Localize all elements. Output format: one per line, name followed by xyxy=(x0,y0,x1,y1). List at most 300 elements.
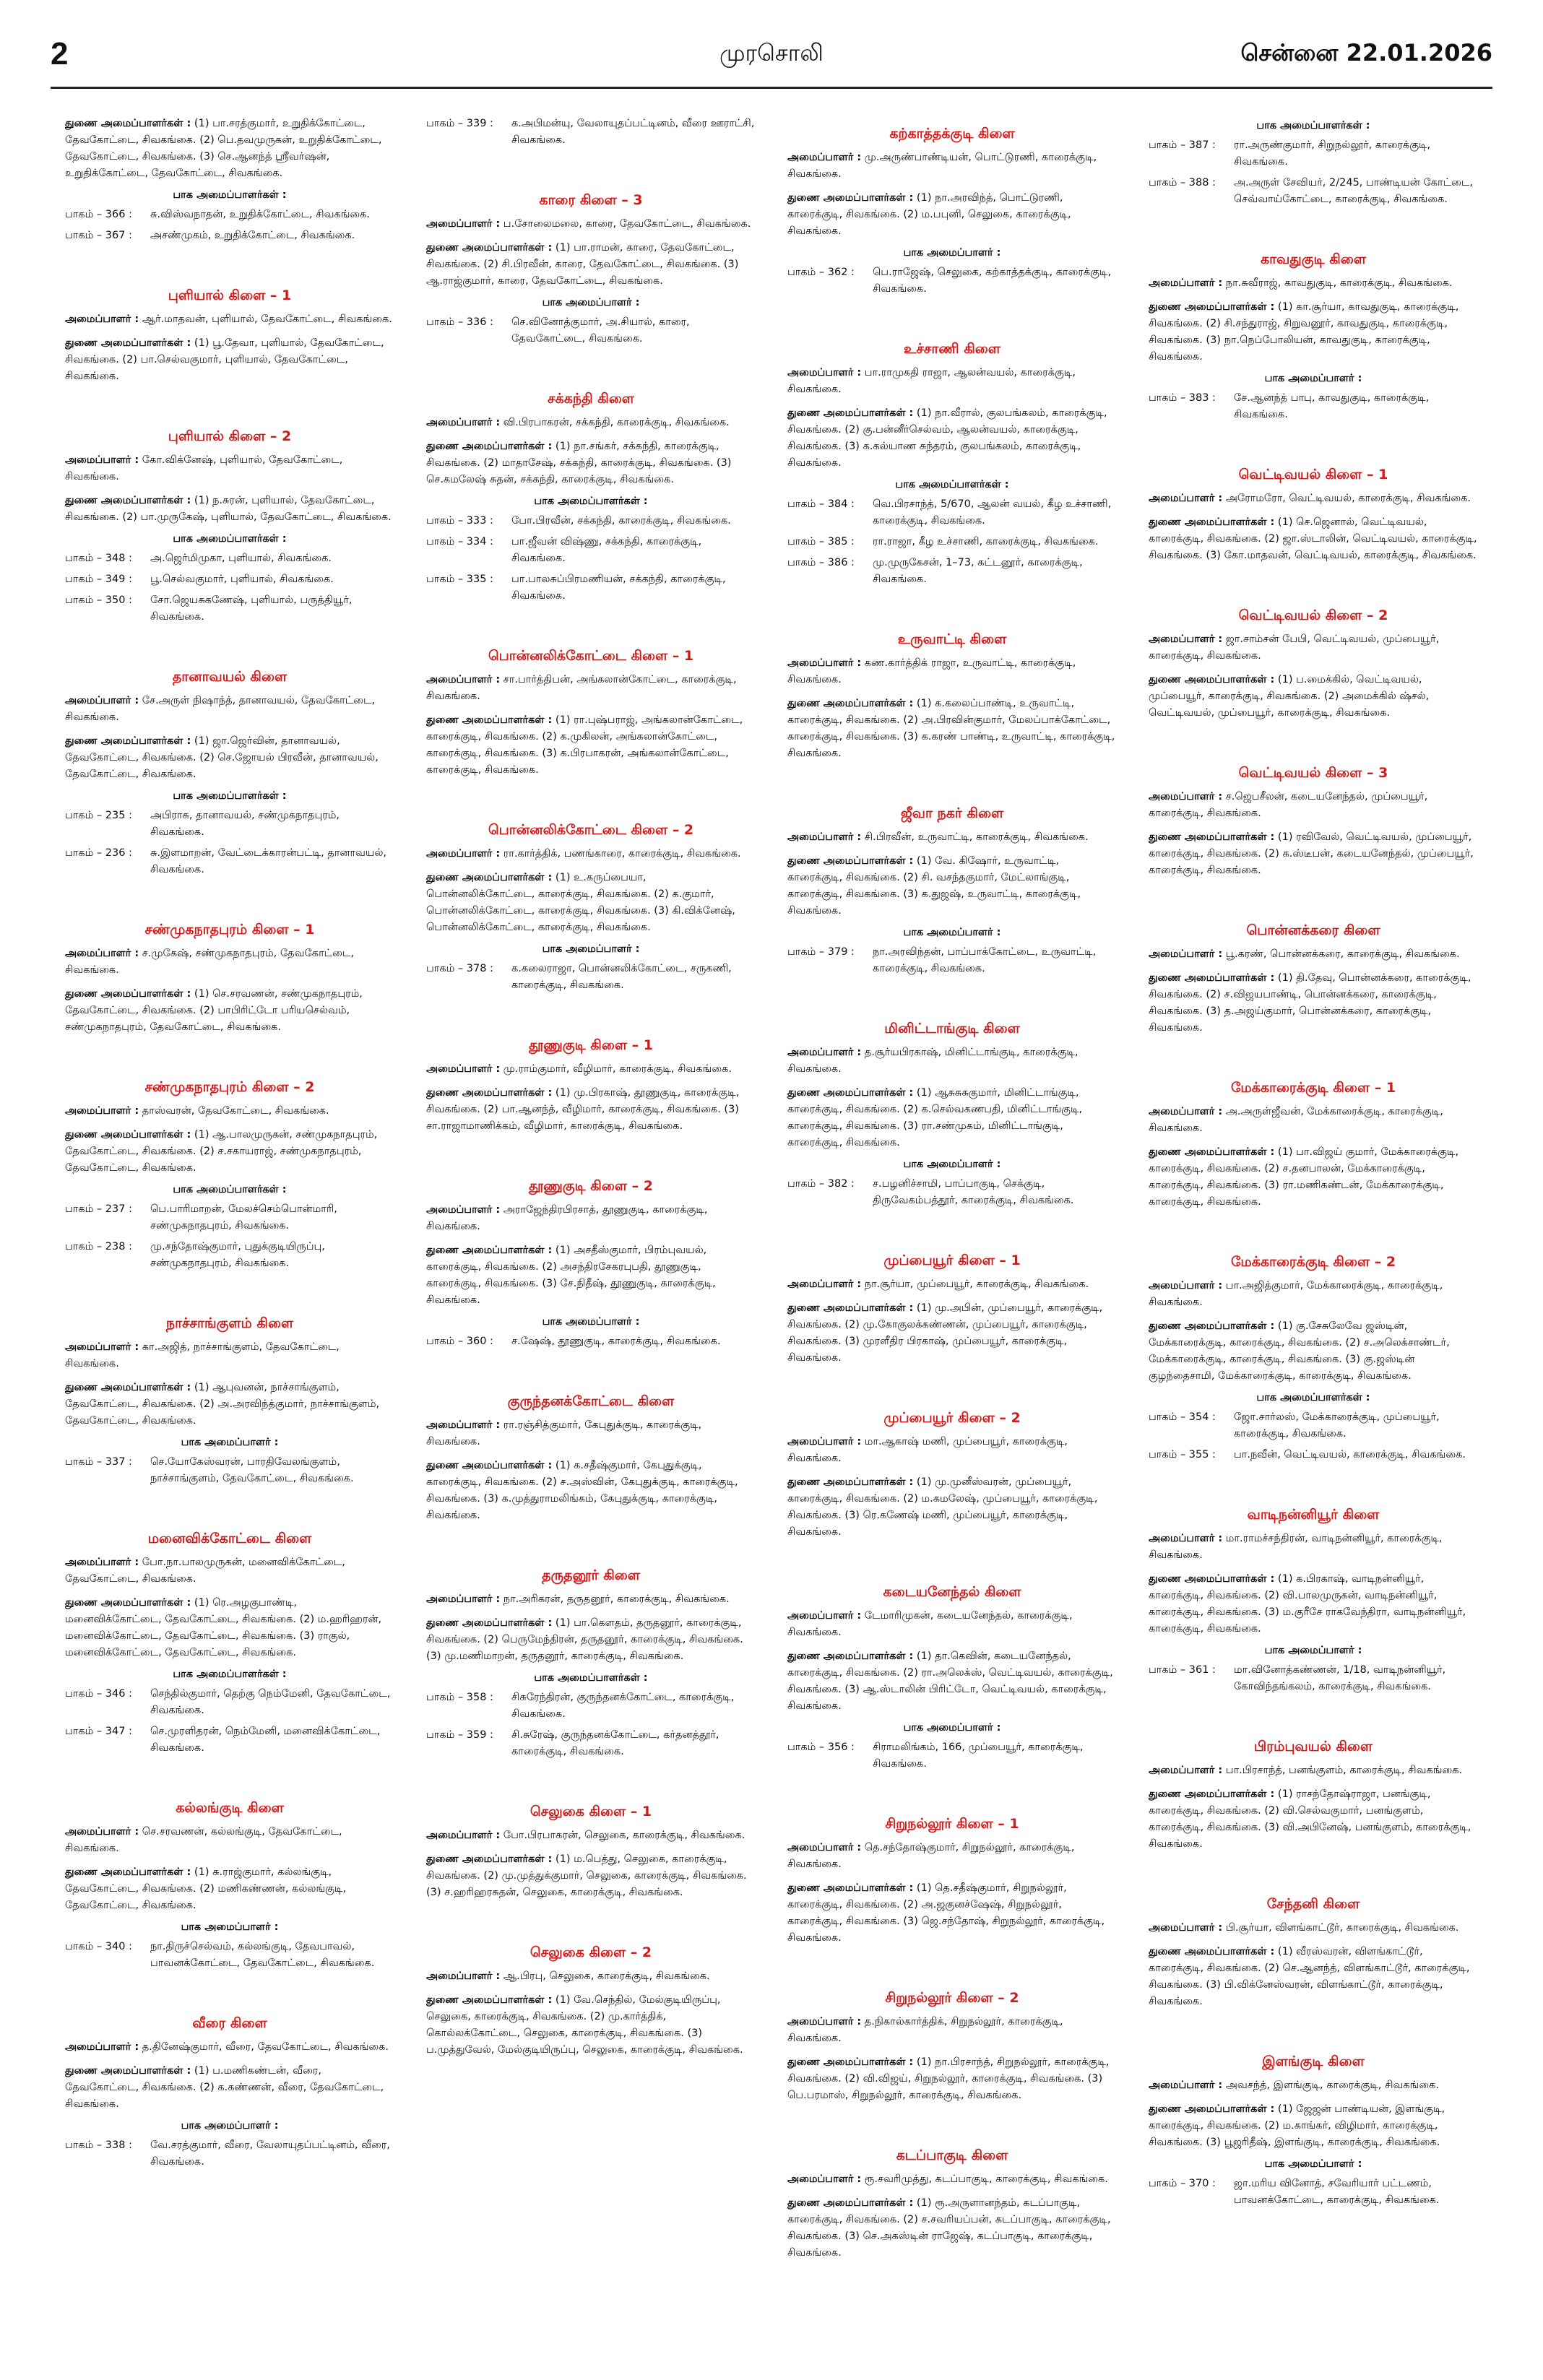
booth-number: பாகம் – 235 : xyxy=(65,810,132,821)
booth-row xyxy=(1149,1447,1478,1463)
branch-section xyxy=(1149,120,1478,208)
officer-entry xyxy=(787,829,1117,846)
branch-section xyxy=(1149,251,1478,423)
booth-officer: ரா.அருண்குமார், சிறுநல்லூர், காரைக்குடி, சிவகங்கை. xyxy=(1234,139,1431,168)
officer-role-label: அமைப்பாளர் : xyxy=(787,152,862,163)
officer-names: சி.பிரவீன், உருவாட்டி, காரைக்குடி, சிவகங்கை. xyxy=(861,831,1089,843)
branch-section xyxy=(426,1037,756,1135)
booth-row xyxy=(1149,137,1478,170)
branch-section xyxy=(426,648,756,779)
officer-entry xyxy=(787,1880,1117,1947)
booth-officer: நா.திருச்செல்வம், கல்லங்குடி, தேவபாவல், பாவனக்கோட்டை, தேவகோட்டை, சிவகங்கை. xyxy=(150,1941,375,1969)
officer-entry xyxy=(426,1061,756,1078)
booth-officer: செ.வினோத்குமார், அ.சியால், காரை, தேவகோட்டை, சிவகங்கை. xyxy=(511,316,690,345)
officer-names: ச.ஜெபசீலன், கடையனேந்தல், முப்பையூர், காரைக்குடி, சிவகங்கை. xyxy=(1149,791,1428,819)
officer-entry xyxy=(65,1103,394,1120)
branch-title: தானாவயல் கிளை xyxy=(172,669,288,685)
booth-number: பாகம் – 361 : xyxy=(1149,1664,1216,1676)
officer-role-label: அமைப்பாளர் : xyxy=(426,1419,501,1431)
booth-number: பாகம் – 356 : xyxy=(787,1741,855,1753)
booth-row xyxy=(65,1686,394,1719)
booth-row xyxy=(787,944,1117,977)
branch-title: வெட்டிவயல் கிளை – 3 xyxy=(1238,765,1388,781)
officer-entry xyxy=(1149,1571,1478,1637)
officer-role-label: துணை அமைப்பாளர்கள் : xyxy=(65,1129,191,1141)
officer-names: (1) ந.சுரன், புளியால், தேவகோட்டை, சிவகங்கை. (2) பா.முருகேஷ், புளியால், தேவகோட்டை, சிவகங்கை. xyxy=(65,495,392,523)
officer-names: (1) தா.கெவின், கடையனேந்தல், காரைக்குடி, சிவகங்கை. (2) ரா.அலெக்ஸ், வெட்டிவயல், காரைக்குடி, சிவகங்கை. (3) ஆ.ஸ்டாலின் பிரிட்டோ, வெட்டிவயல், காரைக்குடி, சிவகங்கை. xyxy=(787,1650,1113,1712)
officer-names: (1) அசதீஸ்குமார், பிரம்புவயல், காரைக்குடி, சிவகங்கை. (2) அசந்திரசேகரபுபதி, தூணுகுடி, காரைக்குடி, சிவகங்கை. (3) சே.நிதீஷ், தூணுகுடி, காரைக்குடி, சிவகங்கை. xyxy=(426,1245,716,1306)
booth-number: பாகம் – 370 : xyxy=(1149,2178,1216,2189)
officer-entry xyxy=(426,1242,756,1309)
branch-section xyxy=(65,2015,394,2171)
officer-names: த.நிகால்கார்த்திக், சிறுநல்லூர், காரைக்குடி, சிவகங்கை. xyxy=(787,2016,1063,2044)
booth-number: பாகம் – 236 : xyxy=(65,847,132,859)
officer-role-label: அமைப்பாளர் : xyxy=(426,417,501,428)
officer-entry xyxy=(65,116,394,182)
branch-section xyxy=(1149,1739,1478,1853)
booth-number: பாகம் – 336 : xyxy=(426,316,493,328)
officer-names: (1) வே. கிஷோர், உருவாட்டி, காரைக்குடி, சிவகங்கை. (2) சி. வசந்தகுமார், மேட்லாங்குடி, காரைக்குடி, சிவகங்கை. (3) க.துஜஷ், உருவாட்டி, காரைக்குடி, சிவகங்கை. xyxy=(787,855,1081,917)
officer-names: (1) மு.அபின், முப்பையூர், காரைக்குடி, சிவகங்கை. (2) மு.கோகுலக்கண்ணன், முப்பையூர், காரைக்குடி, சிவகங்கை. (3) முரளீதிர பிரகாஷ், முப்பையூர், காரைக்குடி, சிவகங்கை. xyxy=(787,1302,1103,1364)
officer-names: (1) மு.பிரகாஷ், தூணுகுடி, காரைக்குடி, சிவகங்கை. (2) பா.ஆனந்த், வீழிமார், காரைக்குடி, சிவகங்கை. (3) சா.ராஜாமாணிக்கம், வீழிமார், காரைக்குடி, சிவகங்கை. xyxy=(426,1087,740,1132)
officer-role-label: அமைப்பாளர் : xyxy=(1149,277,1223,289)
branch-title: சிறுநல்லூர் கிளை – 1 xyxy=(885,1816,1019,1832)
booth-officer: சு.விஸ்வநாதன், உறுதிக்கோட்டை, சிவகங்கை. xyxy=(150,209,371,220)
officer-names: (1) கா.சூர்யா, காவதுகுடி, காரைக்குடி, சிவகங்கை. (2) சி.சந்துராஜ், சிறுவனூர், காவதுகுடி, காரைக்குடி, சிவகங்கை. (3) நா.நெப்போலியன், காவதுகுடி, காரைக்குடி, சிவகங்கை. xyxy=(1149,301,1459,363)
officer-entry xyxy=(787,1085,1117,1151)
officer-names: (1) ப.மைக்கில், வெட்டிவயல், முப்பையூர், காரைக்குடி, சிவகங்கை. (2) அமைக்கில் ஷ்சல், வெட்டிவயல், முப்பையூர், காரைக்குடி, சிவகங்கை. xyxy=(1149,674,1430,719)
officer-entry xyxy=(426,1827,756,1844)
booth-officer: வெ.பிரசாந்த், 5/670, ஆலன் வயல், கீழ உச்சாணி, காரைக்குடி, சிவகங்கை. xyxy=(873,498,1112,527)
officer-names: ப.சோலைமலை, காரை, தேவகோட்டை, சிவகங்கை. xyxy=(500,218,751,230)
booth-officer: அ.அருள் சேவியர், 2/245, பாண்டியன் கோட்டை, செவ்வாய்கோட்டை, காரைக்குடி, சிவகங்கை. xyxy=(1234,177,1474,205)
officer-names: (1) உ.கருப்பையா, பொன்னலிக்கோட்டை, காரைக்குடி, சிவகங்கை. (2) க.குமார், பொன்னலிக்கோட்டை, காரைக்குடி, சிவகங்கை. (3) கி.விக்னேஷ், பொன்னலிக்கோட்டை, காரைக்குடி, சிவகங்கை. xyxy=(426,872,735,933)
officer-role-label: அமைப்பாளர் : xyxy=(65,1105,139,1117)
booth-officer: ரா.ராஜா, கீழ உச்சாணி, காரைக்குடி, சிவகங்கை. xyxy=(873,536,1099,548)
officer-entry xyxy=(65,493,394,526)
officer-names: பா.ராமுகதி ராஜா, ஆலன்வயல், காரைக்குடி, சிவகங்கை. xyxy=(787,367,1076,395)
booth-row xyxy=(787,555,1117,588)
officer-entry xyxy=(65,1380,394,1429)
officer-names: மா.ராமச்சந்திரன், வாடிநன்னியூர், காரைக்குடி, சிவகங்கை. xyxy=(1149,1533,1443,1561)
officer-role-label: அமைப்பாளர் : xyxy=(65,313,139,325)
booth-subheading: பாக அமைப்பாளர் : xyxy=(181,2120,279,2132)
branch-title: நாச்சாங்குளம் கிளை xyxy=(165,1315,294,1331)
booth-row xyxy=(787,534,1117,550)
officer-entry xyxy=(787,365,1117,398)
officer-names: (1) பா.கௌதம், தருதனூர், காரைக்குடி, சிவகங்கை. (2) பெருமேந்திரன், தருதனூர், காரைக்குடி, சிவகங்கை. (3) மு.மணிமாறன், தருதனூர், காரைக்குடி, சிவகங்கை. xyxy=(426,1617,743,1662)
booth-officer: பா.ஜீவன் விஷ்ணு, சக்கந்தி, காரைக்குடி, சிவகங்கை. xyxy=(511,536,702,564)
booth-row xyxy=(1149,2176,1478,2209)
booth-officer: சிசுரேந்திரன், குருந்தனக்கோட்டை, காரைக்குடி, சிவகங்கை. xyxy=(511,1692,735,1720)
officer-role-label: துணை அமைப்பாளர்கள் : xyxy=(65,1382,191,1393)
officer-role-label: அமைப்பாளர் : xyxy=(787,1842,862,1853)
officer-names: நா.சுவீராஜ், காவதுகுடி, காரைக்குடி, சிவகங்கை. xyxy=(1222,277,1453,289)
booth-row xyxy=(426,1727,756,1760)
branch-section xyxy=(787,1252,1117,1367)
booth-subheading: பாக அமைப்பாளர் : xyxy=(181,1921,279,1933)
officer-names: அவசந்த், இளங்குடி, காரைக்குடி, சிவகங்கை. xyxy=(1222,2080,1439,2091)
officer-names: டேமாரிமுகன், கடையனேந்தல், காரைக்குடி, சிவகங்கை. xyxy=(787,1610,1073,1638)
branch-section xyxy=(787,1816,1117,1947)
officer-names: நா.சூர்யா, முப்பையூர், காரைக்குடி, சிவகங்கை. xyxy=(861,1278,1089,1290)
booth-number: பாகம் – 333 : xyxy=(426,515,493,527)
officer-entry xyxy=(426,1417,756,1450)
officer-names: (1) ராசந்தோஷ்ராஜா, பனங்குடி, காரைக்குடி, சிவகங்கை. (2) வி.செல்வகுமார், பனங்குளம், காரைக்குடி, சிவகங்கை. (3) வி.அபினேஷ், பனங்குளம், காரைக்குடி, சிவகங்கை. xyxy=(1149,1788,1471,1850)
booth-number: பாகம் – 367 : xyxy=(65,230,132,241)
branch-section xyxy=(787,1990,1117,2104)
officer-entry xyxy=(426,1992,756,2059)
masthead xyxy=(51,36,1492,89)
booth-number: பாகம் – 378 : xyxy=(426,963,493,974)
booth-officer: சோ.ஜெயசுகணேஷ், புளியால், பருத்தியூர், சிவகங்கை. xyxy=(150,594,353,623)
officer-role-label: அமைப்பாளர் : xyxy=(787,2173,862,2185)
officer-entry xyxy=(426,1202,756,1235)
officer-names: ஆ.பிரபு, செலுகை, காரைக்குடி, சிவகங்கை. xyxy=(500,1970,710,1982)
officer-entry xyxy=(426,672,756,705)
officer-entry xyxy=(65,1554,394,1588)
officer-names: செ.சரவணன், கல்லங்குடி, தேவகோட்டை, சிவகங்கை. xyxy=(65,1826,342,1854)
officer-role-label: அமைப்பாளர் : xyxy=(787,1436,862,1448)
booth-row xyxy=(65,571,394,588)
officer-names: (1) ம.பெத்து, செலுகை, காரைக்குடி, சிவகங்கை. (2) மு.முத்துக்குமார், செலுகை, காரைக்குடி, சிவகங்கை. (3) ச.ஹரிஹரசுதன், செலுகை, காரைக்குடி, சிவகங்கை. xyxy=(426,1853,747,1898)
officer-entry xyxy=(1149,946,1478,963)
officer-entry xyxy=(426,870,756,936)
booth-officer: செ.முரளிதரன், நெம்மேனி, மனைவிக்கோட்டை, சிவகங்கை. xyxy=(150,1726,381,1754)
booth-officer: பூ.செல்வகுமார், புளியால், சிவகங்கை. xyxy=(150,574,334,585)
officer-role-label: துணை அமைப்பாளர்கள் : xyxy=(426,1460,553,1471)
booth-officer: ச.பழனிச்சாமி, பாப்பாகுடி, செக்குடி, திருவேகம்பத்தூர், காரைக்குடி, சிவகங்கை. xyxy=(873,1178,1074,1206)
booth-officer: சே.ஆனந்த் பாபு, காவதுகுடி, காரைக்குடி, சிவகங்கை. xyxy=(1234,392,1430,420)
officer-names: (1) நா.பிரசாந்த், சிறுநல்லூர், காரைக்குடி, சிவகங்கை. (2) வி.விஜய், சிறுநல்லூர், காரைக்குடி, சிவகங்கை. (3) பெ.பரமாஸ், சிறுநல்லூர், காரைக்குடி, சிவகங்கை. xyxy=(787,2056,1110,2101)
branch-title: மேக்காரைக்குடி கிளை – 1 xyxy=(1230,1080,1396,1096)
officer-entry xyxy=(787,655,1117,688)
officer-entry xyxy=(426,216,756,233)
booth-officer: ஜா.மரிய வினோத், சவேரியார் பட்டணம், பாவனக்கோட்டை, காரைக்குடி, சிவகங்கை. xyxy=(1234,2178,1440,2206)
booth-row xyxy=(65,550,394,567)
branch-title: வாடிநன்னியூர் கிளை xyxy=(1247,1507,1380,1523)
branch-section xyxy=(1149,1080,1478,1211)
branch-title: பொன்னலிக்கோட்டை கிளை – 1 xyxy=(488,648,694,664)
branch-section xyxy=(787,805,1117,977)
officer-names: கா.அஜித், நாச்சாங்குளம், தேவகோட்டை, சிவகங்கை. xyxy=(65,1341,340,1369)
officer-names: மு.ராம்குமார், வீழிமார், காரைக்குடி, சிவகங்கை. xyxy=(500,1063,732,1075)
booth-row xyxy=(65,592,394,626)
officer-names: (1) ரூ.அருளானந்தம், கடப்பாகுடி, காரைக்குடி, சிவகங்கை. (2) ச.சவரியப்பன், கடப்பாகுடி, காரைக்குடி, சிவகங்கை. (3) செ.அகஸ்டின் ராஜேஷ், கடப்பாகுடி, காரைக்குடி, சிவகங்கை. xyxy=(787,2197,1111,2259)
officer-role-label: அமைப்பாளர் : xyxy=(426,1830,501,1841)
officer-role-label: அமைப்பாளர் : xyxy=(787,1610,862,1622)
branch-title: கடப்பாகுடி கிளை xyxy=(896,2147,1008,2163)
officer-entry xyxy=(1149,514,1478,564)
booth-subheading: பாக அமைப்பாளர் : xyxy=(542,943,640,955)
booth-number: பாகம் – 334 : xyxy=(426,536,493,548)
officer-role-label: துணை அமைப்பாளர்கள் : xyxy=(1149,1320,1275,1332)
officer-role-label: அமைப்பாளர் : xyxy=(1149,2080,1223,2091)
officer-entry xyxy=(1149,1762,1478,1779)
branch-section xyxy=(1149,1896,1478,2010)
officer-role-label: அமைப்பாளர் : xyxy=(426,1063,501,1075)
booth-officer: அசண்முகம், உறுதிக்கோட்டை, சிவகங்கை. xyxy=(150,230,355,241)
officer-names: ரா.கார்த்திக், பணங்காரை, காரைக்குடி, சிவகங்கை. xyxy=(500,848,741,860)
booth-row xyxy=(1149,1662,1478,1695)
booth-row xyxy=(65,1723,394,1757)
branch-section xyxy=(65,1800,394,1972)
branch-section xyxy=(1149,922,1478,1037)
officer-entry xyxy=(65,1824,394,1857)
officer-role-label: அமைப்பாளர் : xyxy=(65,2041,139,2053)
booth-row xyxy=(65,1239,394,1272)
officer-role-label: துணை அமைப்பாளர்கள் : xyxy=(426,1853,553,1865)
booth-row xyxy=(1149,1409,1478,1442)
officer-entry xyxy=(787,696,1117,762)
officer-names: வி.பிரபாகரன், சக்கந்தி, காரைக்குடி, சிவகங்கை. xyxy=(500,417,730,428)
officer-entry xyxy=(426,1615,756,1665)
officer-entry xyxy=(787,405,1117,472)
booth-number: பாகம் – 338 : xyxy=(65,2139,132,2151)
officer-role-label: அமைப்பாளர் : xyxy=(1149,493,1223,504)
officer-entry xyxy=(787,2014,1117,2047)
booth-officer: போ.பிரவீன், சக்கந்தி, காரைக்குடி, சிவகங்கை. xyxy=(511,515,731,527)
branch-section xyxy=(65,428,394,626)
officer-entry xyxy=(65,733,394,783)
booth-row xyxy=(787,1739,1117,1773)
booth-number: பாகம் – 360 : xyxy=(426,1336,493,1347)
officer-entry xyxy=(1149,1920,1478,1937)
booth-subheading: பாக அமைப்பாளர்கள் : xyxy=(173,1184,287,1195)
branch-section xyxy=(426,1944,756,2059)
branch-title: கடையனேந்தல் கிளை xyxy=(883,1584,1021,1600)
booth-officer: வே.சரத்குமார், வீரை, வேலாயுதப்பட்டினம், வீரை, சிவகங்கை. xyxy=(150,2139,390,2168)
booth-subheading: பாக அமைப்பாளர்கள் : xyxy=(1256,120,1370,131)
branch-title: சண்முகநாதபுரம் கிளை – 2 xyxy=(144,1079,315,1095)
booth-officer: சு.இளமாறன், வேட்டைக்காரன்பட்டி, தானாவயல், சிவகங்கை. xyxy=(150,847,387,875)
booth-row xyxy=(426,1333,756,1350)
branch-section xyxy=(65,1079,394,1272)
branch-title: மினிட்டாங்குடி கிளை xyxy=(884,1021,1020,1037)
officer-role-label: துணை அமைப்பாளர்கள் : xyxy=(787,1650,914,1662)
booth-subheading: பாக அமைப்பாளர் : xyxy=(542,297,640,308)
branch-title: பொன்னக்கரை கிளை xyxy=(1246,922,1380,938)
officer-entry xyxy=(426,846,756,862)
officer-role-label: துணை அமைப்பாளர்கள் : xyxy=(1149,516,1275,528)
officer-entry xyxy=(1149,1786,1478,1853)
officer-entry xyxy=(1149,970,1478,1037)
branch-title: இளங்குடி கிளை xyxy=(1262,2054,1365,2069)
booth-officer: சிராமலிங்கம், 166, முப்பையூர், காரைக்குடி, சிவகங்கை. xyxy=(873,1741,1084,1770)
branch-title: உருவாட்டி கிளை xyxy=(897,631,1007,647)
officer-role-label: துணை அமைப்பாளர்கள் : xyxy=(1149,674,1275,685)
booth-officer: சி.சுரேஷ், குருந்தனக்கோட்டை, கர்தனத்தூர், காரைக்குடி, சிவகங்கை. xyxy=(511,1729,719,1757)
booth-row xyxy=(426,314,756,347)
officer-names: மு.அருண்பாண்டியன், பொட்டுரணி, காரைக்குடி, சிவகங்கை. xyxy=(787,152,1097,180)
officer-role-label: துணை அமைப்பாளர்கள் : xyxy=(65,988,191,1000)
column-4 xyxy=(1149,116,1478,2355)
officer-entry xyxy=(426,1591,756,1608)
officer-entry xyxy=(426,415,756,431)
officer-entry xyxy=(787,2054,1117,2104)
officer-role-label: துணை அமைப்பாளர்கள் : xyxy=(65,495,191,506)
officer-names: (1) மு.முனீஸ்வரன், முப்பையூர், காரைக்குடி, சிவகங்கை. (2) ம.கமலேஷ், முப்பையூர், காரைக்குடி, சிவகங்கை. (3) ரெ.கணேஷ் மணி, முப்பையூர், காரைக்குடி, சிவகங்கை. xyxy=(787,1476,1098,1538)
branch-section xyxy=(426,1178,756,1350)
officer-role-label: அமைப்பாளர் : xyxy=(426,848,501,860)
officer-entry xyxy=(1149,1318,1478,1385)
branch-section xyxy=(787,1584,1117,1773)
officer-role-label: துணை அமைப்பாளர்கள் : xyxy=(65,1597,191,1609)
booth-number: பாகம் – 238 : xyxy=(65,1241,132,1252)
officer-names: (1) நா.அரவிந்த், பொட்டுரணி, காரைக்குடி, சிவகங்கை. (2) ம.பபுனி, செலுகை, காரைக்குடி, சிவகங்கை. xyxy=(787,192,1071,237)
branch-section xyxy=(65,669,394,878)
officer-role-label: அமைப்பாளர் : xyxy=(1149,948,1223,960)
officer-names: (1) நா.சங்கர், சக்கந்தி, காரைக்குடி, சிவகங்கை. (2) மாதாசேஷ், சக்கந்தி, காரைக்குடி, சிவகங்கை. (3) செ.கமலேஷ் சுதன், சக்கந்தி, காரைக்குடி, சிவகங்கை. xyxy=(426,441,732,485)
column-2 xyxy=(426,116,756,2355)
branch-title: பொன்னலிக்கோட்டை கிளை – 2 xyxy=(488,822,694,838)
officer-names: பி.சூர்யா, விளங்காட்டூர், காரைக்குடி, சிவகங்கை. xyxy=(1222,1922,1459,1934)
booth-number: பாகம் – 388 : xyxy=(1149,177,1216,189)
officer-entry xyxy=(1149,275,1478,292)
booth-subheading: பாக அமைப்பாளர் : xyxy=(903,247,1001,259)
officer-names: போ.பிரபாகரன், செலுகை, காரைக்குடி, சிவகங்கை. xyxy=(500,1830,745,1841)
officer-entry xyxy=(426,1851,756,1901)
column-3 xyxy=(787,116,1117,2355)
officer-names: ச.முகேஷ், சண்முகநாதபுரம், தேவகோட்டை, சிவகங்கை. xyxy=(65,948,355,976)
booth-number: பாகம் – 384 : xyxy=(787,498,855,510)
officer-entry xyxy=(787,1474,1117,1541)
branch-section xyxy=(1149,1254,1478,1463)
officer-names: (1) செ.ஜெனால், வெட்டிவயல், காரைக்குடி, சிவகங்கை. (2) ஜா.ஸ்டாலின், வெட்டிவயல், காரைக்குடி, சிவகங்கை. (3) கோ.மாதவன், வெட்டிவயல், காரைக்குடி, சிவகங்கை. xyxy=(1149,516,1477,561)
officer-role-label: துணை அமைப்பாளர்கள் : xyxy=(1149,831,1275,843)
branch-section xyxy=(426,391,756,605)
branch-section xyxy=(787,1410,1117,1541)
officer-role-label: துணை அமைப்பாளர்கள் : xyxy=(426,1994,553,2006)
officer-names: (1) தெ.சதீஷ்குமார், சிறுநல்லூர், காரைக்குடி, சிவகங்கை. (2) அ.ஜகுனச்ஷேஷ், சிறுநல்லூர், காரைக்குடி, சிவகங்கை. (3) ஜெ.சந்தோஷ், சிறுநல்லூர், காரைக்குடி, சிவகங்கை. xyxy=(787,1882,1105,1944)
officer-role-label: அமைப்பாளர் : xyxy=(1149,1280,1223,1291)
officer-names: பூ.கரண், பொன்னக்கரை, காரைக்குடி, சிவகங்கை. xyxy=(1222,948,1460,960)
officer-names: ஆர்.மாதவன், புளியால், தேவகோட்டை, சிவகங்கை. xyxy=(139,313,392,325)
officer-names: ஜா.சாம்சன் பேபி, வெட்டிவயல், முப்பையூர், காரைக்குடி, சிவகங்கை. xyxy=(1149,633,1440,662)
booth-number: பாகம் – 349 : xyxy=(65,574,132,585)
branch-title: முப்பையூர் கிளை – 1 xyxy=(883,1252,1021,1268)
officer-role-label: அமைப்பாளர் : xyxy=(787,1047,862,1058)
column-1 xyxy=(65,116,394,2355)
branch-section xyxy=(65,1315,394,1487)
officer-entry xyxy=(426,240,756,290)
branch-section xyxy=(1149,607,1478,722)
booth-row xyxy=(65,228,394,244)
officer-entry xyxy=(787,1300,1117,1367)
branch-title: செலுகை கிளை – 2 xyxy=(530,1944,652,1960)
booth-subheading: பாக அமைப்பாளர் : xyxy=(1264,1645,1362,1656)
officer-entry xyxy=(787,853,1117,919)
officer-role-label: துணை அமைப்பாளர்கள் : xyxy=(787,407,914,419)
officer-names: பா.பிரசாந்த், பனங்குளம், காரைக்குடி, சிவகங்கை. xyxy=(1222,1765,1463,1776)
officer-role-label: அமைப்பாளர் : xyxy=(65,454,139,466)
booth-row xyxy=(65,1201,394,1234)
officer-role-label: துணை அமைப்பாளர்கள் : xyxy=(65,1866,191,1878)
booth-subheading: பாக அமைப்பாளர் : xyxy=(903,927,1001,938)
branch-section xyxy=(426,822,756,994)
branch-title: தூணுகுடி கிளை – 2 xyxy=(529,1178,653,1194)
branch-section xyxy=(1149,765,1478,879)
officer-role-label: துணை அமைப்பாளர்கள் : xyxy=(787,855,914,867)
officer-role-label: அமைப்பாளர் : xyxy=(426,1970,501,1982)
booth-officer: பெ.ராஜேஷ், செலுகை, கற்காத்தக்குடி, காரைக்குடி, சிவகங்கை. xyxy=(873,267,1112,295)
officer-role-label: துணை அமைப்பாளர்கள் : xyxy=(787,1087,914,1099)
booth-number: பாகம் – 340 : xyxy=(65,1941,132,1952)
officer-names: தாஸ்வரன், தேவகோட்டை, சிவகங்கை. xyxy=(139,1105,329,1117)
booth-row xyxy=(426,513,756,529)
officer-role-label: அமைப்பாளர் : xyxy=(426,1593,501,1605)
officer-names: (1) ரவிவேல், வெட்டிவயல், முப்பையூர், காரைக்குடி, சிவகங்கை. (2) க.ஸ்டீபன், கடையனேந்தல், முப்பையூர், காரைக்குடி, சிவகங்கை. xyxy=(1149,831,1474,876)
officer-names: (1) வீரஸ்வரன், விளங்காட்டூர், காரைக்குடி, சிவகங்கை. (2) செ.ஆனந்த், விளங்காட்டூர், காரைக்குடி, சிவகங்கை. (3) பி.விக்னேஸ்வரன், விளங்காட்டூர், காரைக்குடி, சிவகங்கை. xyxy=(1149,1946,1470,2007)
officer-role-label: துணை அமைப்பாளர்கள் : xyxy=(787,1476,914,1488)
booth-subheading: பாக அமைப்பாளர்கள் : xyxy=(534,496,648,507)
officer-entry xyxy=(65,2039,394,2056)
officer-role-label: துணை அமைப்பாளர்கள் : xyxy=(1149,972,1275,984)
branch-section xyxy=(65,116,394,244)
officer-names: பா.அஜித்குமார், மேக்காரைக்குடி, காரைக்குடி, சிவகங்கை. xyxy=(1149,1280,1443,1308)
booth-number: பாகம் – 354 : xyxy=(1149,1411,1216,1423)
booth-row xyxy=(787,264,1117,298)
booth-row xyxy=(787,496,1117,529)
booth-number: பாகம் – 383 : xyxy=(1149,392,1216,404)
officer-entry xyxy=(1149,2101,1478,2151)
officer-role-label: அமைப்பாளர் : xyxy=(65,695,139,706)
branch-section xyxy=(65,1531,394,1757)
officer-names: சே.அருள் நிஷாந்த், தானாவயல், தேவகோட்டை, சிவகங்கை. xyxy=(65,695,376,723)
officer-role-label: அமைப்பாளர் : xyxy=(65,1826,139,1838)
officer-role-label: துணை அமைப்பாளர்கள் : xyxy=(1149,1946,1275,1957)
officer-role-label: துணை அமைப்பாளர்கள் : xyxy=(1149,2103,1275,2115)
booth-officer: பெ.பாரிமாறன், மேலச்செம்பொன்மாரி, சண்முகநாதபுரம், சிவகங்கை. xyxy=(150,1203,337,1232)
booth-row xyxy=(65,845,394,878)
booth-number: பாகம் – 366 : xyxy=(65,209,132,220)
officer-names: தெ.சந்தோஷ்குமார், சிறுநல்லூர், காரைக்குடி, சிவகங்கை. xyxy=(787,1842,1075,1870)
officer-role-label: துணை அமைப்பாளர்கள் : xyxy=(787,2197,914,2209)
officer-names: போ.நா.பாலமுருகன், மனைவிக்கோட்டை, தேவகோட்டை, சிவகங்கை. xyxy=(65,1557,345,1585)
booth-number: பாகம் – 237 : xyxy=(65,1203,132,1215)
officer-entry xyxy=(65,1864,394,1914)
branch-section xyxy=(787,631,1117,762)
officer-role-label: துணை அமைப்பாளர்கள் : xyxy=(787,1882,914,1894)
officer-role-label: அமைப்பாளர் : xyxy=(1149,633,1223,645)
booth-subheading: பாக அமைப்பாளர்கள் : xyxy=(173,1669,287,1680)
officer-entry xyxy=(787,150,1117,183)
booth-number: பாகம் – 347 : xyxy=(65,1726,132,1737)
booth-row xyxy=(65,2137,394,2171)
officer-names: சா.பார்த்திபன், அங்கலான்கோட்டை, காரைக்குடி, சிவகங்கை. xyxy=(426,674,737,702)
branch-section xyxy=(65,922,394,1036)
booth-row xyxy=(426,1689,756,1723)
branch-title: காரை கிளை – 3 xyxy=(539,192,643,208)
officer-role-label: துணை அமைப்பாளர்கள் : xyxy=(787,1302,914,1314)
branch-title: வீரை கிளை xyxy=(192,2015,267,2031)
branch-section xyxy=(787,126,1117,298)
branch-title: தருதனூர் கிளை xyxy=(542,1567,640,1583)
officer-role-label: அமைப்பாளர் : xyxy=(426,218,501,230)
officer-entry xyxy=(426,438,756,488)
booth-subheading: பாக அமைப்பாளர் : xyxy=(1264,2158,1362,2170)
officer-names: (1) ஆ.பாலமுருகன், சண்முகநாதபுரம், தேவகோட்டை, சிவகங்கை. (2) ச.சகாயராஜ், சண்முகநாதபுரம், தேவகோட்டை, சிவகங்கை. xyxy=(65,1129,378,1174)
officer-names: (1) ஜா.ஜெர்வின், தானாவயல், தேவகோட்டை, சிவகங்கை. (2) செ.ஜோயல் பிரவீன், தானாவயல், தேவகோட்டை, சிவகங்கை. xyxy=(65,735,379,780)
branch-section xyxy=(65,287,394,385)
officer-entry xyxy=(1149,1944,1478,2010)
officer-role-label: துணை அமைப்பாளர்கள் : xyxy=(426,1245,553,1256)
booth-row xyxy=(787,1176,1117,1209)
officer-entry xyxy=(65,2063,394,2113)
branch-title: மனைவிக்கோட்டை கிளை xyxy=(147,1531,312,1546)
booth-subheading: பாக அமைப்பாளர் : xyxy=(542,1316,640,1328)
officer-names: அராஜேந்திரபிரசாத், தூணுகுடி, காரைக்குடி, சிவகங்கை. xyxy=(426,1204,708,1232)
